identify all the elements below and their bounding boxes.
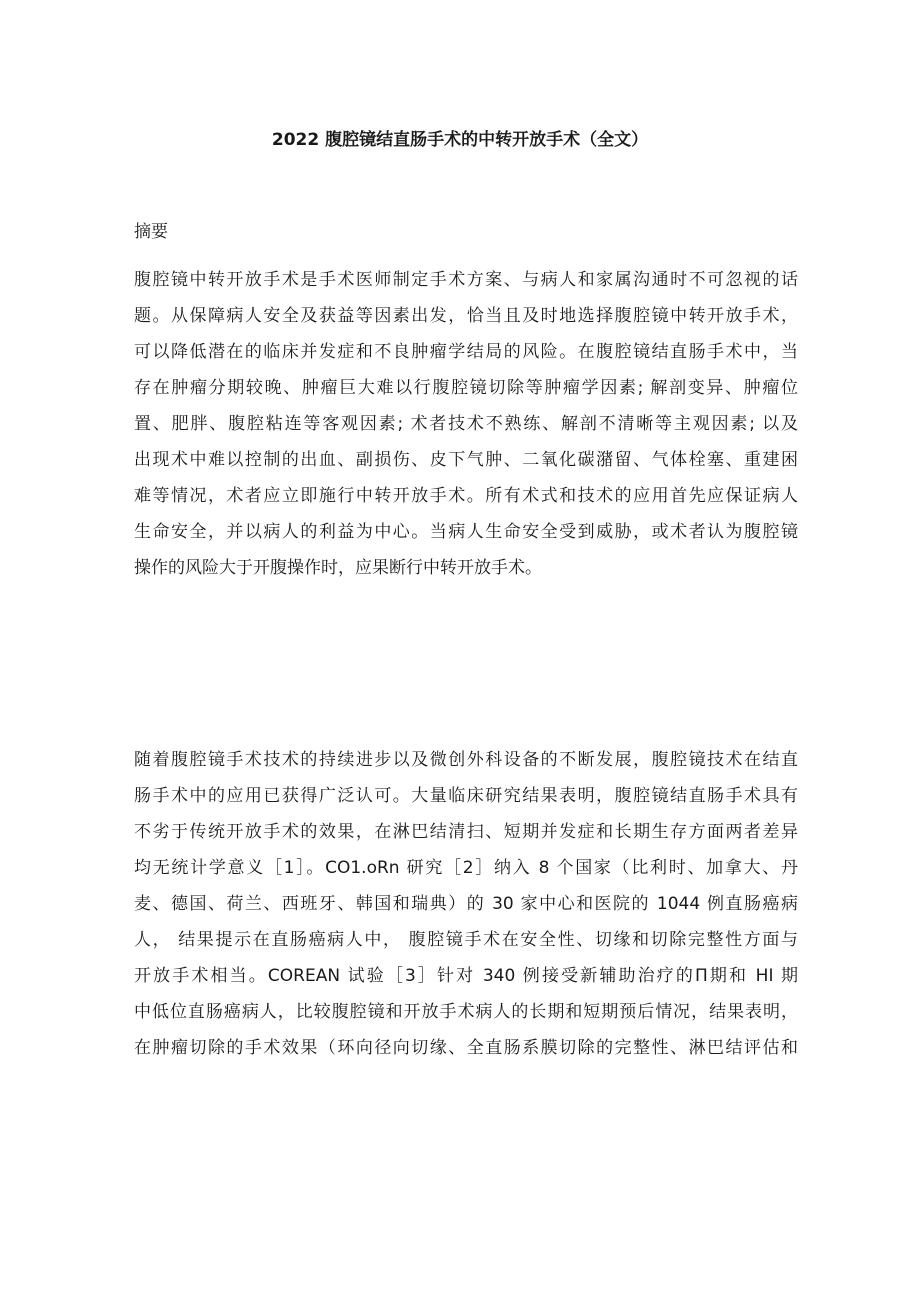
text-line: 麦、德国、荷兰、西班牙、韩国和瑞典）的 30 家中心和医院的 1044 例直肠癌病	[134, 894, 798, 914]
text-line: 题。从保障病人安全及获益等因素出发，恰当且及时地选择腹腔镜中转开放手术，	[134, 306, 798, 326]
abstract-heading: 摘要	[134, 222, 168, 242]
text-line: 出现术中难以控制的出血、副损伤、皮下气肿、二氧化碳潴留、气体栓塞、重建困	[134, 450, 798, 470]
text-line: 在肿瘤切除的手术效果（环向径向切缘、全直肠系膜切除的完整性、淋巴结评估和	[134, 1038, 798, 1058]
text-line: 腹腔镜中转开放手术是手术医师制定手术方案、与病人和家属沟通时不可忽视的话	[134, 270, 798, 290]
text-line: 中低位直肠癌病人，比较腹腔镜和开放手术病人的长期和短期预后情况，结果表明，	[134, 1002, 798, 1022]
text-line: 开放手术相当。COREAN 试验［3］针对 340 例接受新辅助治疗的П期和 HI 期	[134, 966, 798, 986]
text-line: 肠手术中的应用已获得广泛认可。大量临床研究结果表明，腹腔镜结直肠手术具有	[134, 786, 798, 806]
text-line: 置、肥胖、腹腔粘连等客观因素; 术者技术不熟练、解剖不清晰等主观因素; 以及	[134, 414, 798, 434]
text-line: 可以降低潜在的临床并发症和不良肿瘤学结局的风险。在腹腔镜结直肠手术中，当	[134, 342, 798, 362]
text-line: 均无统计学意义［1］。CO1.oRn 研究［2］纳入 8 个国家（比利时、加拿大、丹	[134, 858, 798, 878]
text-line: 人， 结果提示在直肠癌病人中， 腹腔镜手术在安全性、切缘和切除完整性方面与	[134, 930, 798, 950]
text-line: 难等情况，术者应立即施行中转开放手术。所有术式和技术的应用首先应保证病人	[134, 486, 798, 506]
text-line: 不劣于传统开放手术的效果，在淋巴结清扫、短期并发症和长期生存方面两者差异	[134, 822, 798, 842]
text-line: 生命安全，并以病人的利益为中心。当病人生命安全受到威胁，或术者认为腹腔镜	[134, 522, 798, 542]
abstract-paragraph	[134, 262, 798, 586]
text-line: 随着腹腔镜手术技术的持续进步以及微创外科设备的不断发展，腹腔镜技术在结直	[134, 750, 798, 770]
document-title: 2022 腹腔镜结直肠手术的中转开放手术（全文）	[271, 130, 649, 150]
body-paragraph	[134, 742, 798, 1066]
text-line: 操作的风险大于开腹操作时，应果断行中转开放手术。	[134, 558, 542, 578]
text-line: 存在肿瘤分期较晚、肿瘤巨大难以行腹腔镜切除等肿瘤学因素; 解剖变异、肿瘤位	[134, 378, 798, 398]
